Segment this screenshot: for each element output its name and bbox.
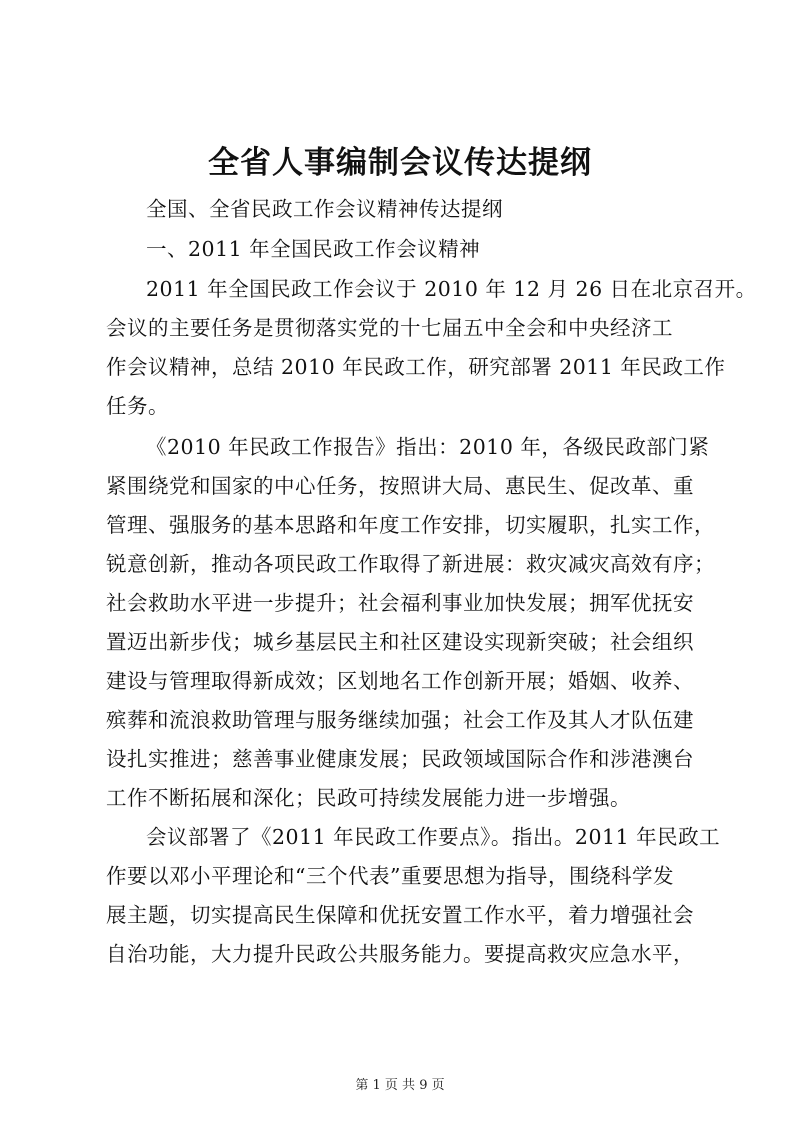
- paragraph-line: 设扎实推进；慈善事业健康发展；民政领域国际合作和涉港澳台: [106, 747, 694, 771]
- paragraph-line: 任务。: [106, 394, 169, 418]
- paragraph-line: 2011 年全国民政工作会议于 2010 年 12 月 26 日在北京召开。: [146, 277, 757, 301]
- subtitle-line: 全国、全省民政工作会议精神传达提纲: [146, 197, 503, 221]
- paragraph-line: 紧围绕党和国家的中心任务，按照讲大局、惠民生、促改革、重: [106, 474, 694, 498]
- section-heading: 一、2011 年全国民政工作会议精神: [146, 237, 481, 261]
- paragraph-line: 殡葬和流浪救助管理与服务继续加强；社会工作及其人才队伍建: [106, 708, 694, 732]
- paragraph-line: 社会救助水平进一步提升；社会福利事业加快发展；拥军优抚安: [106, 591, 694, 615]
- paragraph-line: 作要以邓小平理论和“三个代表”重要思想为指导，围绕科学发: [106, 864, 674, 888]
- document-title: 全省人事编制会议传达提纲: [208, 145, 592, 181]
- paragraph-line: 会议的主要任务是贯彻落实党的十七届五中全会和中央经济工: [106, 316, 673, 340]
- paragraph-line: 建设与管理取得新成效；区划地名工作创新开展；婚姻、收养、: [106, 669, 694, 693]
- paragraph-line: 工作不断拓展和深化；民政可持续发展能力进一步增强。: [106, 786, 631, 810]
- paragraph-line: 展主题，切实提高民生保障和优抚安置工作水平，着力增强社会: [106, 903, 694, 927]
- paragraph-line: 锐意创新，推动各项民政工作取得了新进展：救灾减灾高效有序；: [106, 552, 715, 576]
- paragraph-line: 作会议精神，总结 2010 年民政工作，研究部署 2011 年民政工作: [106, 355, 726, 379]
- paragraph-line: 会议部署了《2011 年民政工作要点》。指出。2011 年民政工: [146, 825, 721, 849]
- paragraph-line: 自治功能，大力提升民政公共服务能力。要提高救灾应急水平，: [106, 942, 694, 966]
- paragraph-line: 《2010 年民政工作报告》指出：2010 年，各级民政部门紧: [146, 435, 710, 459]
- page-number-footer: 第 1 页 共 9 页: [355, 1078, 445, 1093]
- paragraph-line: 管理、强服务的基本思路和年度工作安排，切实履职，扎实工作，: [106, 513, 715, 537]
- paragraph-line: 置迈出新步伐；城乡基层民主和社区建设实现新突破；社会组织: [106, 630, 694, 654]
